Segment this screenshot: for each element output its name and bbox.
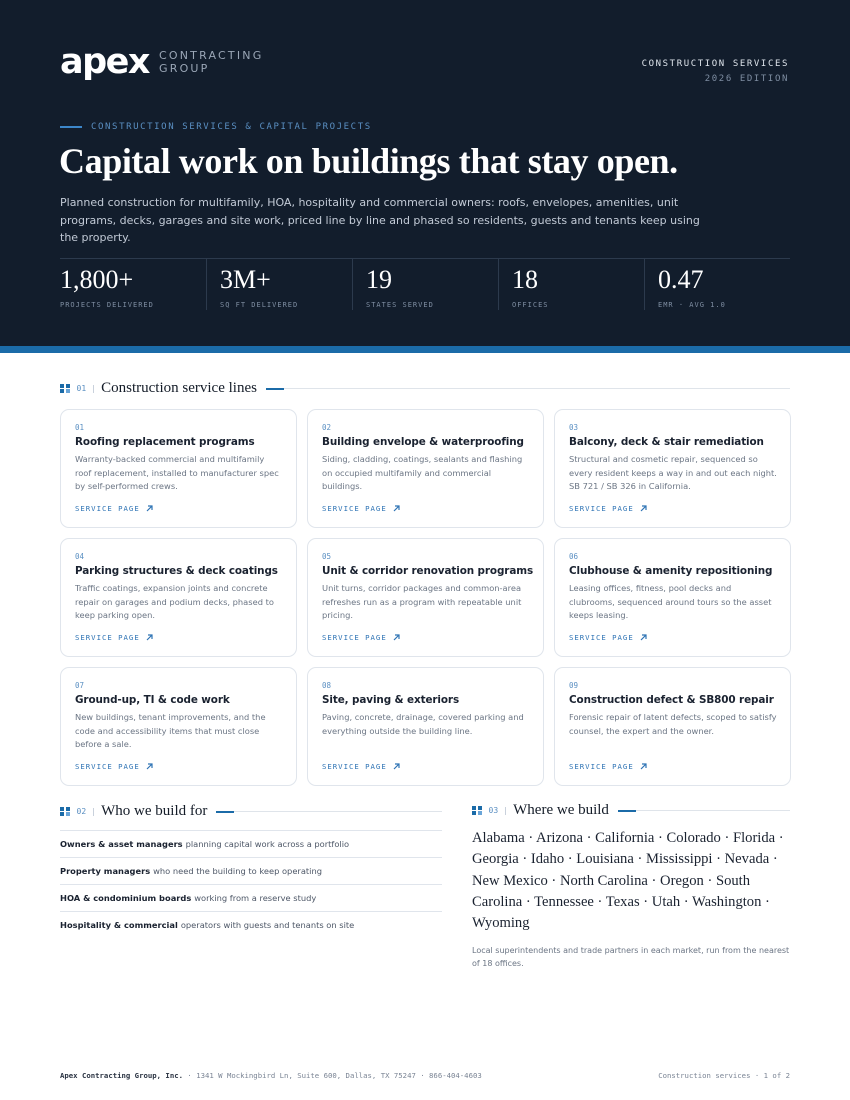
stat-projects — [60, 259, 206, 310]
card-title: Building envelope & waterproofing — [322, 436, 524, 448]
list-item — [60, 911, 442, 938]
arrow-up-right-icon — [393, 763, 400, 770]
stat-label: STATES SERVED — [366, 301, 434, 309]
card-description: Leasing offices, fitness, pool decks and clubrooms, sequenced around tours so the asset keeps leasing. — [569, 583, 772, 621]
states-note: Local superintendents and trade partners in each market, run from the nearest of 18 offices. — [472, 946, 790, 968]
link-label: SERVICE PAGE — [569, 633, 634, 642]
stat-value: 1,800+ — [60, 265, 134, 294]
client-description: who need the building to keep operating — [153, 866, 323, 876]
card-description: Traffic coatings, expansion joints and concrete repair on garages and podium decks, phased to keep parking open. — [75, 583, 274, 621]
stat-value: 0.47 — [658, 265, 704, 294]
section-accent-line — [216, 811, 234, 813]
card-number: 08 — [322, 681, 332, 690]
link-label: SERVICE PAGE — [322, 633, 387, 642]
service-card-unit-renovation — [307, 538, 544, 657]
card-title: Construction defect & SB800 repair — [569, 694, 774, 706]
client-description: operators with guests and tenants on site — [180, 920, 355, 930]
link-label: SERVICE PAGE — [75, 633, 140, 642]
section-accent-line — [266, 388, 284, 390]
link-label: SERVICE PAGE — [569, 762, 634, 771]
edition-line1: CONSTRUCTION SERVICES — [641, 59, 789, 69]
service-page-link[interactable] — [322, 633, 400, 642]
client-type: Owners & asset managers — [60, 839, 183, 849]
grid-icon — [60, 384, 70, 394]
logo-subtitle-line2: GROUP — [159, 62, 210, 75]
company-logo[interactable] — [60, 44, 263, 80]
arrow-up-right-icon — [640, 763, 647, 770]
stat-emr — [644, 259, 790, 310]
card-description: Unit turns, corridor packages and common-area refreshes run as a program with repeatable unit pricing. — [322, 583, 522, 621]
arrow-up-right-icon — [146, 505, 153, 512]
stat-label: SQ FT DELIVERED — [220, 301, 299, 309]
link-label: SERVICE PAGE — [322, 504, 387, 513]
arrow-up-right-icon — [393, 634, 400, 641]
card-description: Structural and cosmetic repair, sequenced so every resident keeps a way in and out each night. SB 721 / SB 326 in California. — [569, 454, 777, 492]
service-page-link[interactable] — [569, 762, 647, 771]
footer-page-number: Construction services · 1 of 2 — [658, 1071, 790, 1080]
section-accent-line — [618, 810, 636, 812]
section-number: 02 — [76, 807, 87, 816]
page-headline: Capital work on buildings that stay open. — [59, 141, 678, 181]
section-rule — [234, 811, 442, 812]
card-title: Balcony, deck & stair remediation — [569, 436, 764, 448]
section-divider — [93, 385, 94, 393]
logo-wordmark: apex — [60, 42, 149, 82]
hero-eyebrow — [60, 122, 372, 132]
service-card-site-paving — [307, 667, 544, 786]
states-list: Alabama · Arizona · California · Colorado · Florida · Georgia · Idaho · Louisiana · Mississippi · Nevada · New Mexico · North Carolina · Oregon · South Carolina · Tennessee · Texas · Utah · Washington · Wyoming — [472, 830, 784, 932]
stat-value: 19 — [366, 265, 392, 294]
card-number: 04 — [75, 552, 85, 561]
card-title: Ground-up, TI & code work — [75, 694, 230, 706]
arrow-up-right-icon — [146, 634, 153, 641]
list-item — [60, 857, 442, 884]
card-title: Unit & corridor renovation programs — [322, 565, 534, 577]
stat-value: 18 — [512, 265, 538, 294]
service-card-ground-up — [60, 667, 297, 786]
eyebrow-text: CONSTRUCTION SERVICES & CAPITAL PROJECTS — [91, 122, 372, 132]
service-card-parking — [60, 538, 297, 657]
card-description: Forensic repair of latent defects, scoped to satisfy counsel, the expert and the owner. — [569, 712, 777, 736]
service-card-clubhouse — [554, 538, 791, 657]
service-card-roofing — [60, 409, 297, 528]
service-card-defect-repair — [554, 667, 791, 786]
stat-sqft — [206, 259, 352, 310]
footer-contact: · 1341 W Mockingbird Ln, Suite 600, Dallas, TX 75247 · 866-404-4603 — [183, 1071, 482, 1080]
section-number: 01 — [76, 384, 87, 393]
service-card-envelope — [307, 409, 544, 528]
arrow-up-right-icon — [640, 505, 647, 512]
service-page-link[interactable] — [569, 504, 647, 513]
card-number: 03 — [569, 423, 579, 432]
service-page-link[interactable] — [75, 504, 153, 513]
arrow-up-right-icon — [640, 634, 647, 641]
hero-intro: Planned construction for multifamily, HOA, hospitality and commercial owners: roofs, envelopes, amenities, unit programs, decks, garages and site work, priced line by line and phased so residents, guests and tenants keep using the property. — [60, 196, 700, 244]
section-header-clients — [60, 803, 442, 820]
section-header-services — [60, 380, 790, 397]
service-page-link[interactable] — [322, 762, 400, 771]
edition-label — [642, 57, 789, 87]
link-label: SERVICE PAGE — [75, 504, 140, 513]
client-type: Hospitality & commercial — [60, 920, 178, 930]
stats-row — [60, 258, 790, 310]
grid-icon — [60, 807, 70, 817]
card-description: New buildings, tenant improvements, and the code and accessibility items that must close before a sale. — [75, 712, 266, 750]
link-label: SERVICE PAGE — [569, 504, 634, 513]
card-title: Parking structures & deck coatings — [75, 565, 278, 577]
footer-company: Apex Contracting Group, Inc. — [60, 1071, 184, 1080]
client-description: planning capital work across a portfolio — [185, 839, 350, 849]
stat-label: EMR · AVG 1.0 — [658, 301, 726, 309]
client-description: working from a reserve study — [194, 893, 317, 903]
section-rule — [284, 388, 790, 389]
grid-icon — [472, 806, 482, 816]
arrow-up-right-icon — [146, 763, 153, 770]
stat-value: 3M+ — [220, 265, 271, 294]
service-page-link[interactable] — [322, 504, 400, 513]
card-number: 09 — [569, 681, 579, 690]
stat-states — [352, 259, 498, 310]
card-title: Site, paving & exteriors — [322, 694, 460, 706]
section-title: Where we build — [513, 802, 609, 818]
list-item — [60, 830, 442, 857]
client-type: HOA & condominium boards — [60, 893, 192, 903]
section-title: Construction service lines — [101, 380, 257, 396]
client-list — [60, 830, 442, 938]
stat-label: PROJECTS DELIVERED — [60, 301, 154, 309]
card-number: 07 — [75, 681, 85, 690]
card-description: Paving, concrete, drainage, covered parking and everything outside the building line. — [322, 712, 524, 736]
card-description: Siding, cladding, coatings, sealants and flashing on occupied multifamily and commercial buildings. — [322, 454, 523, 492]
hero-accent-stripe — [0, 346, 850, 353]
service-card-balcony — [554, 409, 791, 528]
section-rule — [636, 810, 790, 811]
edition-line2: 2026 EDITION — [704, 74, 789, 84]
card-number: 01 — [75, 423, 85, 432]
section-divider — [505, 807, 506, 815]
card-number: 06 — [569, 552, 579, 561]
card-title: Clubhouse & amenity repositioning — [569, 565, 773, 577]
logo-subtitle-line1: CONTRACTING — [159, 49, 264, 62]
footer-address — [60, 1071, 482, 1080]
section-header-locations — [472, 802, 790, 819]
stat-offices — [498, 259, 644, 310]
section-divider — [93, 808, 94, 816]
card-number: 02 — [322, 423, 332, 432]
card-description: Warranty-backed commercial and multifamily roof replacement, installed to manufacturer spec by self-performed crews. — [75, 454, 279, 492]
service-page-link[interactable] — [75, 762, 153, 771]
link-label: SERVICE PAGE — [75, 762, 140, 771]
list-item — [60, 884, 442, 911]
arrow-up-right-icon — [393, 505, 400, 512]
logo-subtitle — [159, 49, 263, 75]
service-page-link[interactable] — [569, 633, 647, 642]
service-page-link[interactable] — [75, 633, 153, 642]
client-type: Property managers — [60, 866, 151, 876]
stat-label: OFFICES — [512, 301, 549, 309]
card-number: 05 — [322, 552, 332, 561]
section-number: 03 — [488, 806, 499, 815]
card-title: Roofing replacement programs — [75, 436, 255, 448]
link-label: SERVICE PAGE — [322, 762, 387, 771]
section-title: Who we build for — [101, 803, 208, 819]
eyebrow-dash — [60, 126, 82, 128]
service-cards-grid — [60, 409, 790, 786]
